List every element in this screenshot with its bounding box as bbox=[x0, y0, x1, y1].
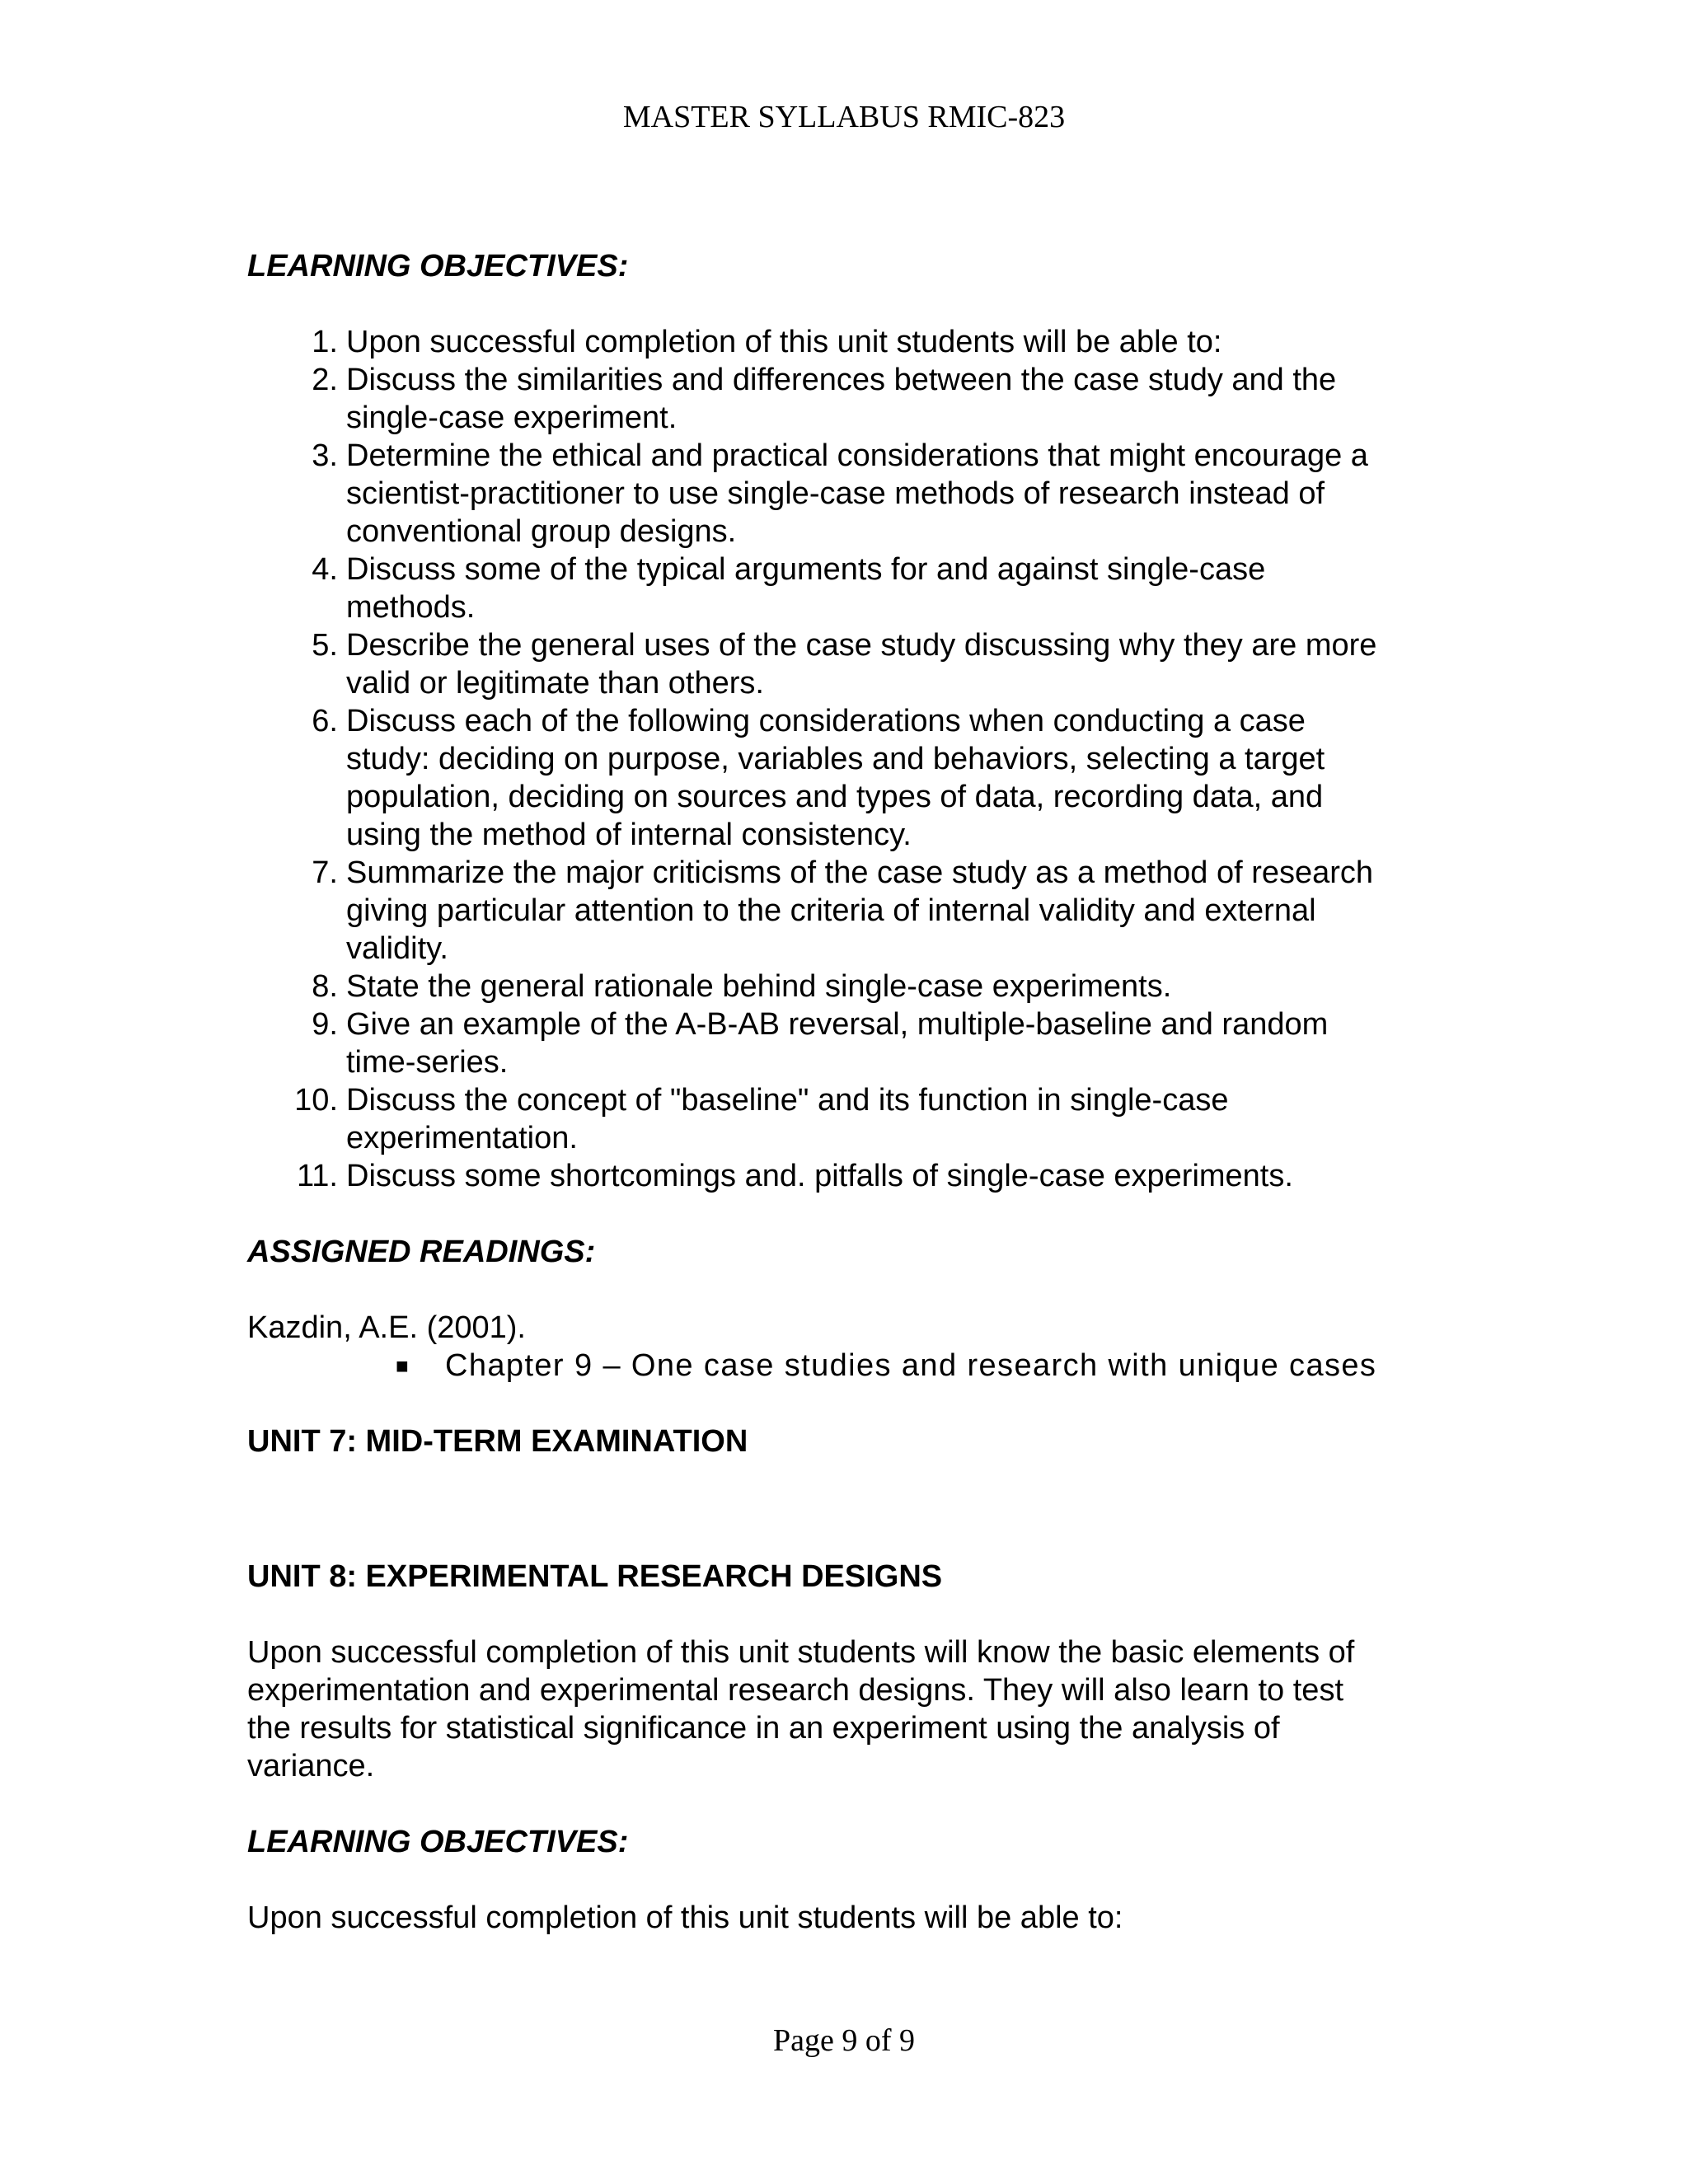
objective-item bbox=[247, 626, 1418, 702]
learning-objectives-list bbox=[247, 323, 1418, 1195]
objective-text: Upon successful completion of this unit students will be able to: bbox=[346, 325, 1222, 359]
objective-item bbox=[247, 1157, 1418, 1195]
objective-text: Discuss some shortcomings and. pitfalls of single-case experiments. bbox=[346, 1159, 1293, 1193]
reading-list-item bbox=[396, 1347, 1418, 1385]
objective-number: 8. bbox=[312, 969, 338, 1004]
unit8-objectives-intro: Upon successful completion of this unit students will be able to: bbox=[247, 1900, 1123, 1935]
objective-text: Discuss each of the following considerations when conducting a case study: deciding on purpose, variables and behaviors, selecting a target population, deciding on sources and types of data, recording data, and using the method of internal consistency. bbox=[346, 704, 1325, 852]
objective-number: 11. bbox=[296, 1159, 338, 1193]
objective-number: 10. bbox=[294, 1083, 338, 1118]
objective-text: Give an example of the A-B-AB reversal, multiple-baseline and random time-series. bbox=[346, 1007, 1329, 1080]
page-content bbox=[247, 247, 1418, 1937]
unit8-objectives-heading: LEARNING OBJECTIVES: bbox=[247, 1825, 629, 1859]
objective-item bbox=[247, 702, 1418, 854]
objective-number: 3. bbox=[312, 438, 338, 473]
objective-item bbox=[247, 551, 1418, 626]
objective-number: 4. bbox=[312, 552, 338, 587]
square-bullet-icon: ■ bbox=[396, 1353, 410, 1378]
learning-objectives-heading: LEARNING OBJECTIVES: bbox=[247, 249, 629, 284]
objective-number: 1. bbox=[312, 325, 338, 359]
objective-number: 7. bbox=[312, 855, 338, 890]
objective-text: Discuss the concept of "baseline" and its function in single-case experimentation. bbox=[346, 1083, 1229, 1155]
assigned-readings-heading: ASSIGNED READINGS: bbox=[247, 1235, 596, 1269]
unit8-heading: UNIT 8: EXPERIMENTAL RESEARCH DESIGNS bbox=[247, 1559, 943, 1594]
page-header: MASTER SYLLABUS RMIC-823 bbox=[622, 100, 1066, 134]
objective-text: Discuss the similarities and differences between the case study and the single-case experiment. bbox=[346, 363, 1337, 435]
objective-number: 5. bbox=[312, 628, 338, 663]
objective-number: 9. bbox=[312, 1007, 338, 1042]
objective-text: Discuss some of the typical arguments for and against single-case methods. bbox=[346, 552, 1266, 625]
reading-item-text: Chapter 9 – One case studies and research with unique cases bbox=[445, 1348, 1377, 1383]
objective-item bbox=[247, 854, 1418, 968]
objective-text: State the general rationale behind single-case experiments. bbox=[346, 969, 1172, 1004]
objective-number: 6. bbox=[312, 704, 338, 738]
objective-text: Describe the general uses of the case study discussing why they are more valid or legitimate than others. bbox=[346, 628, 1377, 701]
page-number: Page 9 of 9 bbox=[772, 2023, 916, 2058]
objective-text: Summarize the major criticisms of the case study as a method of research giving particular attention to the criteria of internal validity and external validity. bbox=[346, 855, 1374, 966]
unit7-heading: UNIT 7: MID-TERM EXAMINATION bbox=[247, 1424, 748, 1459]
objective-item bbox=[247, 968, 1418, 1005]
objective-number: 2. bbox=[312, 363, 338, 397]
reading-citation: Kazdin, A.E. (2001). bbox=[247, 1310, 526, 1345]
objective-item bbox=[247, 1081, 1418, 1157]
objective-item bbox=[247, 1005, 1418, 1081]
objective-item bbox=[247, 361, 1418, 437]
objective-item bbox=[247, 437, 1418, 551]
objective-item bbox=[247, 323, 1418, 361]
unit8-description: Upon successful completion of this unit students will know the basic elements of experimentation and experimental research designs. They will also learn to test the results for statistical significance in an experiment using the analysis of variance. bbox=[247, 1635, 1355, 1783]
objective-text: Determine the ethical and practical considerations that might encourage a scientist-practitioner to use single-case methods of research instead of conventional group designs. bbox=[346, 438, 1368, 549]
